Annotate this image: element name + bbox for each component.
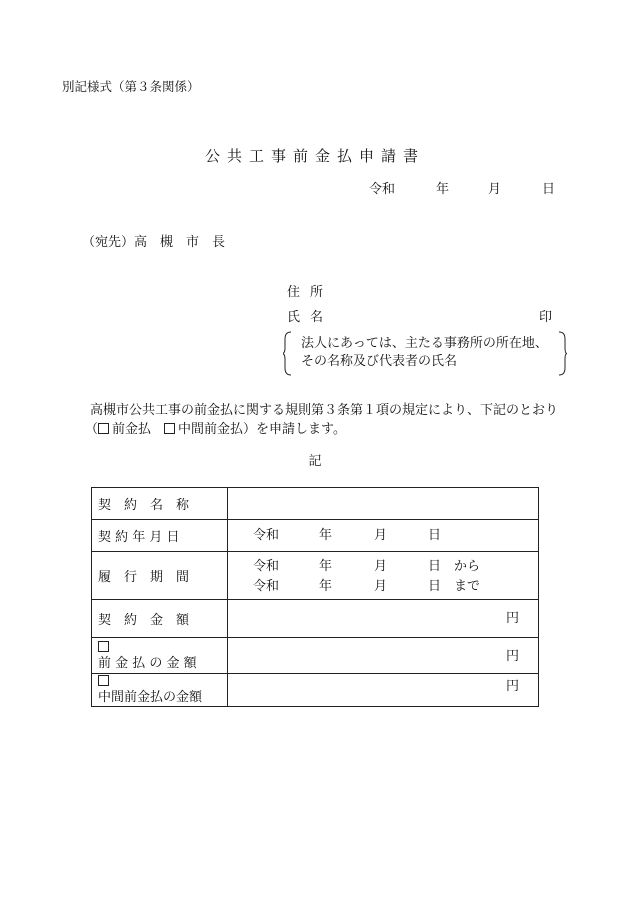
page-title: 公共工事前金払申請書 <box>204 147 425 165</box>
note-line-1: 法人にあっては、主たる事務所の所在地、 <box>301 336 548 351</box>
advance-amount-label: 前 金 払 の 金 額 <box>98 655 197 671</box>
start-month: 月 <box>374 559 388 574</box>
contract-date-field[interactable] <box>228 520 539 552</box>
until-label: まで <box>454 579 481 594</box>
yen-unit: 円 <box>506 679 520 694</box>
interim-amount-field[interactable] <box>228 674 539 707</box>
from-label: から <box>454 559 481 574</box>
table-row <box>92 674 539 707</box>
date-year-label: 年 <box>436 182 450 197</box>
seal-mark: 印 <box>539 310 553 325</box>
note-line-2: その名称及び代表者の氏名 <box>301 354 458 369</box>
table-row <box>92 552 539 600</box>
advance-amount-field[interactable] <box>228 638 539 674</box>
period-label: 履 行 期 間 <box>98 570 190 585</box>
advance-amount-checkbox[interactable] <box>98 641 109 652</box>
end-month: 月 <box>374 579 388 594</box>
day-label: 日 <box>428 528 442 543</box>
addressee-name: 高 槻 市 長 <box>134 235 226 250</box>
year-label: 年 <box>319 528 333 543</box>
corporate-note <box>283 331 567 376</box>
month-label: 月 <box>374 528 388 543</box>
end-era: 令和 <box>253 579 280 594</box>
table-row <box>92 600 539 638</box>
paren-open: （ <box>85 422 99 437</box>
contract-name-field[interactable] <box>228 488 539 520</box>
body-text-line-2 <box>85 423 346 436</box>
date-era: 令和 <box>369 182 396 197</box>
interim-amount-label: 中間前金払の金額 <box>98 690 203 705</box>
advance-label-cell <box>92 638 228 674</box>
ki-heading: 記 <box>308 454 322 469</box>
date-month-label: 月 <box>488 182 502 197</box>
end-day: 日 <box>428 579 442 594</box>
date-day-label: 日 <box>542 182 556 197</box>
contract-date-label-cell <box>92 520 228 552</box>
interim-amount-checkbox[interactable] <box>98 675 109 686</box>
yen-unit: 円 <box>506 611 520 626</box>
contract-name-label-cell <box>92 488 228 520</box>
option-interim: 中間前金払 <box>178 422 244 437</box>
paren-close: ）を申請します。 <box>243 422 347 437</box>
period-label-cell <box>92 552 228 600</box>
contract-amount-field[interactable] <box>228 600 539 638</box>
end-year: 年 <box>319 579 333 594</box>
yen-unit: 円 <box>506 649 520 664</box>
option-advance: 前金払 <box>112 422 152 437</box>
interim-checkbox[interactable] <box>164 423 175 434</box>
table-row <box>92 638 539 674</box>
amount-label-cell <box>92 600 228 638</box>
name-label: 氏名 <box>287 310 334 325</box>
start-day: 日 <box>428 559 442 574</box>
form-id-label: 別記様式（第３条関係） <box>62 79 200 94</box>
era-label: 令和 <box>253 528 280 543</box>
address-label: 住所 <box>287 285 334 300</box>
advance-checkbox[interactable] <box>98 423 109 434</box>
interim-label-cell <box>92 674 228 707</box>
addressee <box>82 236 225 249</box>
amount-label: 契 約 金 額 <box>98 613 190 628</box>
body-text-line-1: 高槻市公共工事の前金払に関する規則第３条第１項の規定により、下記のとおり <box>90 403 559 418</box>
table-row <box>92 520 539 552</box>
start-era: 令和 <box>253 559 280 574</box>
period-field[interactable] <box>228 552 539 600</box>
contract-name-label: 契 約 名 称 <box>98 498 190 513</box>
contract-date-label: 契 約 年 月 日 <box>98 530 180 545</box>
start-year: 年 <box>319 559 333 574</box>
addressee-label: （宛先） <box>82 235 135 250</box>
table-row <box>92 488 539 520</box>
application-table <box>91 487 539 707</box>
